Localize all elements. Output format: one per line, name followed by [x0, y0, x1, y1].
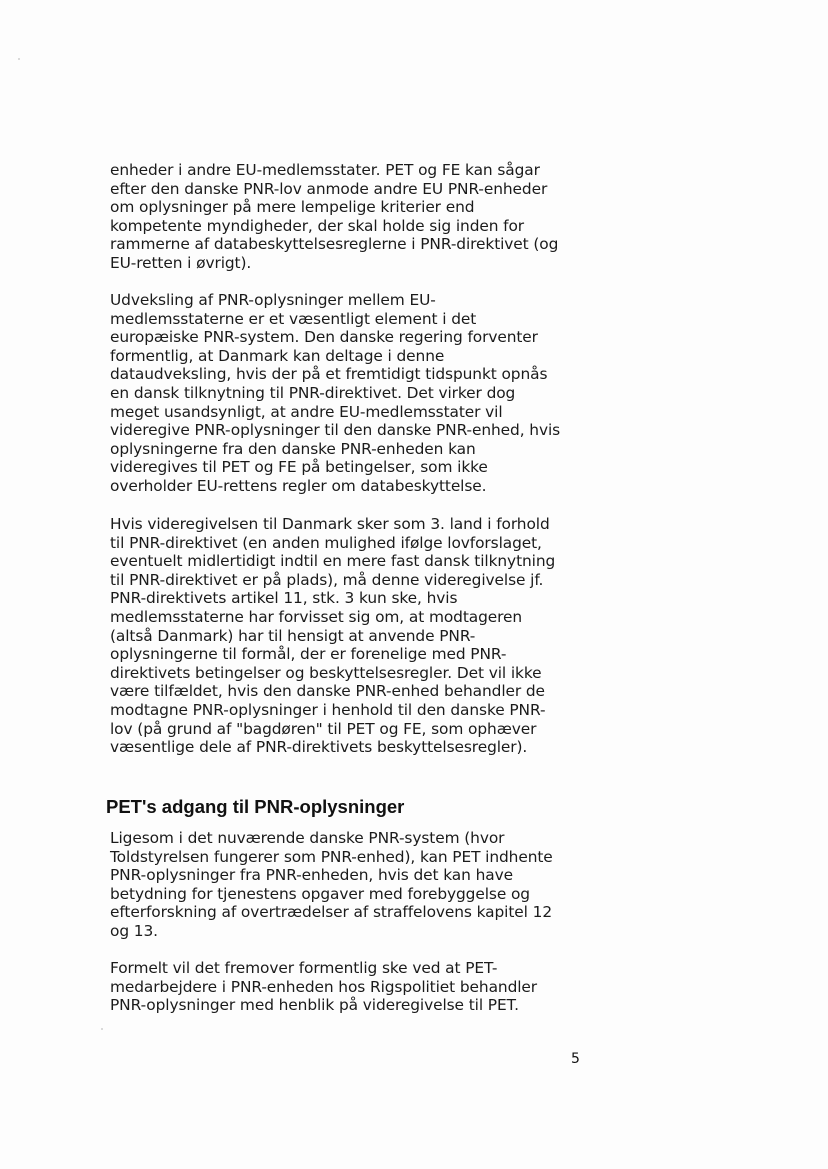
text-line: medarbejdere i PNR-enheden hos Rigspolitiet behandler: [110, 977, 538, 996]
text-line: betydning for tjenestens opgaver med forebyggelse og: [110, 884, 530, 903]
text-line: til PNR-direktivet (en anden mulighed ifølge lovforslaget,: [110, 533, 542, 552]
text-line: EU-retten i øvrigt).: [110, 253, 252, 272]
text-line: europæiske PNR-system. Den danske regering forventer: [110, 328, 538, 347]
paragraph-1: [110, 161, 610, 273]
section-heading: PET's adgang til PNR-oplysninger: [106, 796, 405, 817]
text-line: enheder i andre EU-medlemsstater. PET og FE kan sågar: [110, 161, 540, 179]
text-line: og 13.: [110, 921, 158, 940]
text-line: oplysningerne fra den danske PNR-enheden kan: [110, 439, 476, 458]
text-line: dataudveksling, hvis der på et fremtidigt tidspunkt opnås: [110, 365, 548, 384]
text-line: rammerne af databeskyttelsesreglerne i PNR-direktivet (og: [110, 235, 559, 254]
scan-speck: [101, 1028, 103, 1030]
text-line: kompetente myndigheder, der skal holde sig inden for: [110, 216, 525, 235]
paragraph-3: [110, 515, 610, 757]
text-line: medlemsstaterne har forvisset sig om, at modtageren: [110, 607, 523, 626]
paragraph-2: [110, 291, 610, 496]
text-line: direktivets betingelser og beskyttelsesregler. Det vil ikke: [110, 663, 542, 682]
text-line: PNR-oplysninger fra PNR-enheden, hvis det kan have: [110, 866, 513, 885]
scan-speck: [18, 58, 20, 60]
text-line: eventuelt midlertidigt indtil en mere fast dansk tilknytning: [110, 552, 556, 571]
text-line: Formelt vil det fremover formentlig ske ved at PET-: [110, 959, 498, 977]
section-paragraph-2: [110, 959, 610, 1015]
text-line: om oplysninger på mere lempelige kriterier end: [110, 198, 475, 217]
text-line: modtagne PNR-oplysninger i henhold til den danske PNR-: [110, 700, 546, 719]
text-line: Udveksling af PNR-oplysninger mellem EU-: [110, 291, 436, 309]
section-paragraph-1: [110, 829, 610, 941]
text-line: videregive PNR-oplysninger til den danske PNR-enhed, hvis: [110, 421, 561, 440]
text-line: Toldstyrelsen fungerer som PNR-enhed), kan PET indhente: [110, 847, 553, 866]
text-line: lov (på grund af "bagdøren" til PET og FE, som ophæver: [110, 719, 537, 738]
text-line: PNR-oplysninger med henblik på videregivelse til PET.: [110, 996, 519, 1015]
text-line: meget usandsynligt, at andre EU-medlemsstater vil: [110, 402, 503, 421]
text-line: overholder EU-rettens regler om databeskyttelse.: [110, 476, 487, 495]
text-line: efterforskning af overtrædelser af straffelovens kapitel 12: [110, 903, 553, 922]
text-line: være tilfældet, hvis den danske PNR-enhed behandler de: [110, 682, 545, 701]
text-line: væsentlige dele af PNR-direktivets beskyttelsesregler).: [110, 738, 528, 757]
page-number: 5: [571, 1051, 580, 1067]
text-line: (altså Danmark) har til hensigt at anvende PNR-: [110, 626, 476, 645]
text-line: en dansk tilknytning til PNR-direktivet. Det virker dog: [110, 383, 516, 402]
text-line: medlemsstaterne er et væsentligt element i det: [110, 309, 477, 328]
text-line: Ligesom i det nuværende danske PNR-system (hvor: [110, 829, 505, 847]
text-line: oplysningerne til formål, der er forenelige med PNR-: [110, 645, 507, 664]
text-line: efter den danske PNR-lov anmode andre EU PNR-enheder: [110, 179, 548, 198]
text-line: til PNR-direktivet er på plads), må denne videregivelse jf.: [110, 570, 544, 589]
text-line: videregives til PET og FE på betingelser, som ikke: [110, 458, 488, 477]
text-line: PNR-direktivets artikel 11, stk. 3 kun ske, hvis: [110, 589, 458, 608]
text-line: formentlig, at Danmark kan deltage i denne: [110, 346, 445, 365]
text-line: Hvis videregivelsen til Danmark sker som 3. land i forhold: [110, 515, 550, 533]
